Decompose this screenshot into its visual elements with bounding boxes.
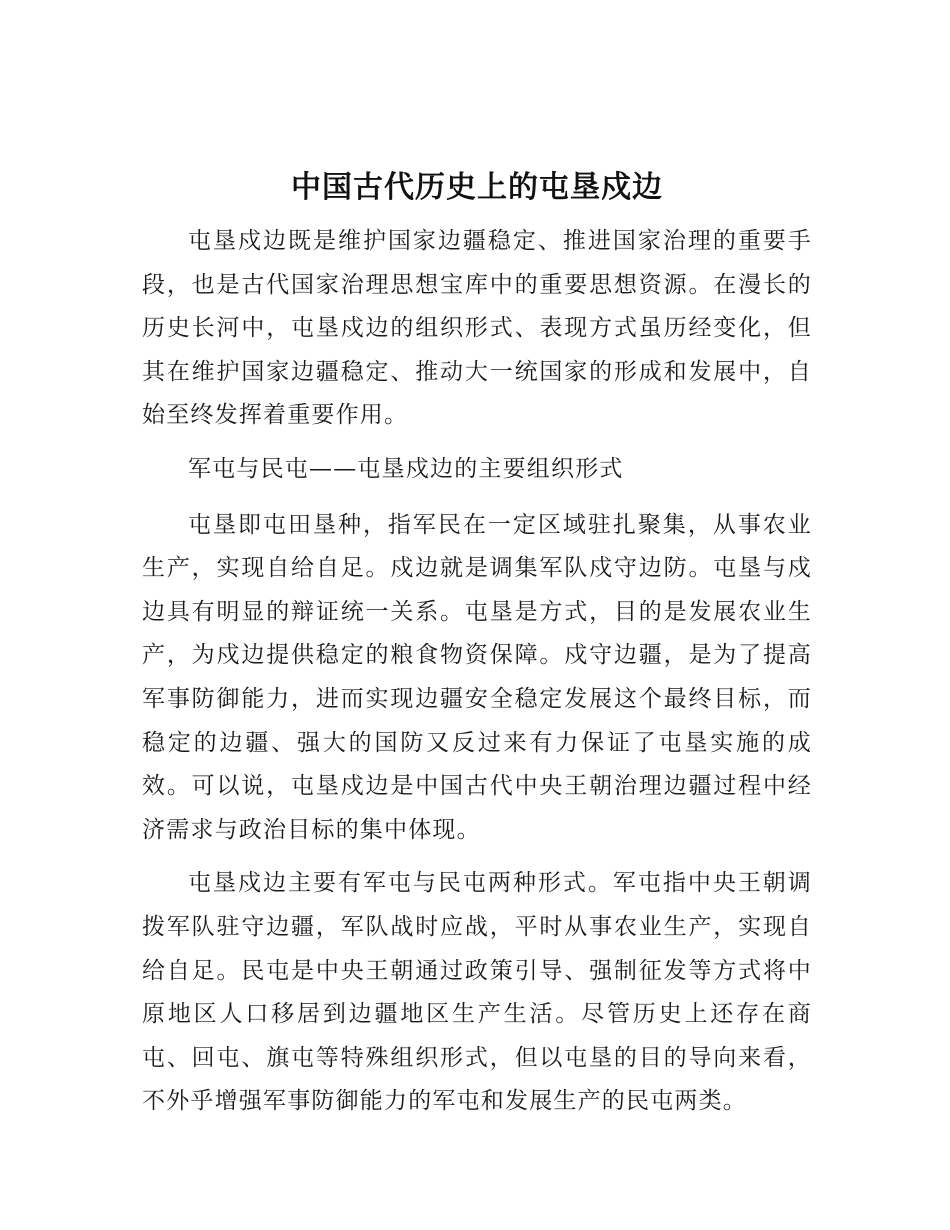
document-title: 中国古代历史上的屯垦戍边 xyxy=(291,170,663,205)
body-paragraph-definition: 屯垦即屯田垦种，指军民在一定区域驻扎聚集，从事农业生产，实现自给自足。戍边就是调集军队戍守边防。屯垦与戍边具有明显的辩证统一关系。屯垦是方式，目的是发展农业生产，为戍边提供稳定的粮食物资保障。戍守边疆，是为了提高军事防御能力，进而实现边疆安全稳定发展这个最终目标，而稳定的边疆、强大的国防又反过来有力保证了屯垦实施的成效。可以说，屯垦戍边是中国古代中央王朝治理边疆过程中经济需求与政治目标的集中体现。 xyxy=(142,511,812,843)
document-body xyxy=(142,166,812,1134)
intro-paragraph: 屯垦戍边既是维护国家边疆稳定、推进国家治理的重要手段，也是古代国家治理思想宝库中的重要思想资源。在漫长的历史长河中，屯垦戍边的组织形式、表现方式虽历经变化，但其在维护国家边疆稳定、推动大一统国家的形成和发展中，自始至终发挥着重要作用。 xyxy=(142,228,812,429)
section-heading: 军屯与民屯——屯垦戍边的主要组织形式 xyxy=(188,455,624,482)
body-paragraph-forms: 屯垦戍边主要有军屯与民屯两种形式。军屯指中央王朝调拨军队驻守边疆，军队战时应战，平时从事农业生产，实现自给自足。民屯是中央王朝通过政策引导、强制征发等方式将中原地区人口移居到边疆地区生产生活。尽管历史上还存在商屯、回屯、旗屯等特殊组织形式，但以屯垦的目的导向来看，不外乎增强军事防御能力的军屯和发展生产的民屯两类。 xyxy=(142,870,812,1115)
